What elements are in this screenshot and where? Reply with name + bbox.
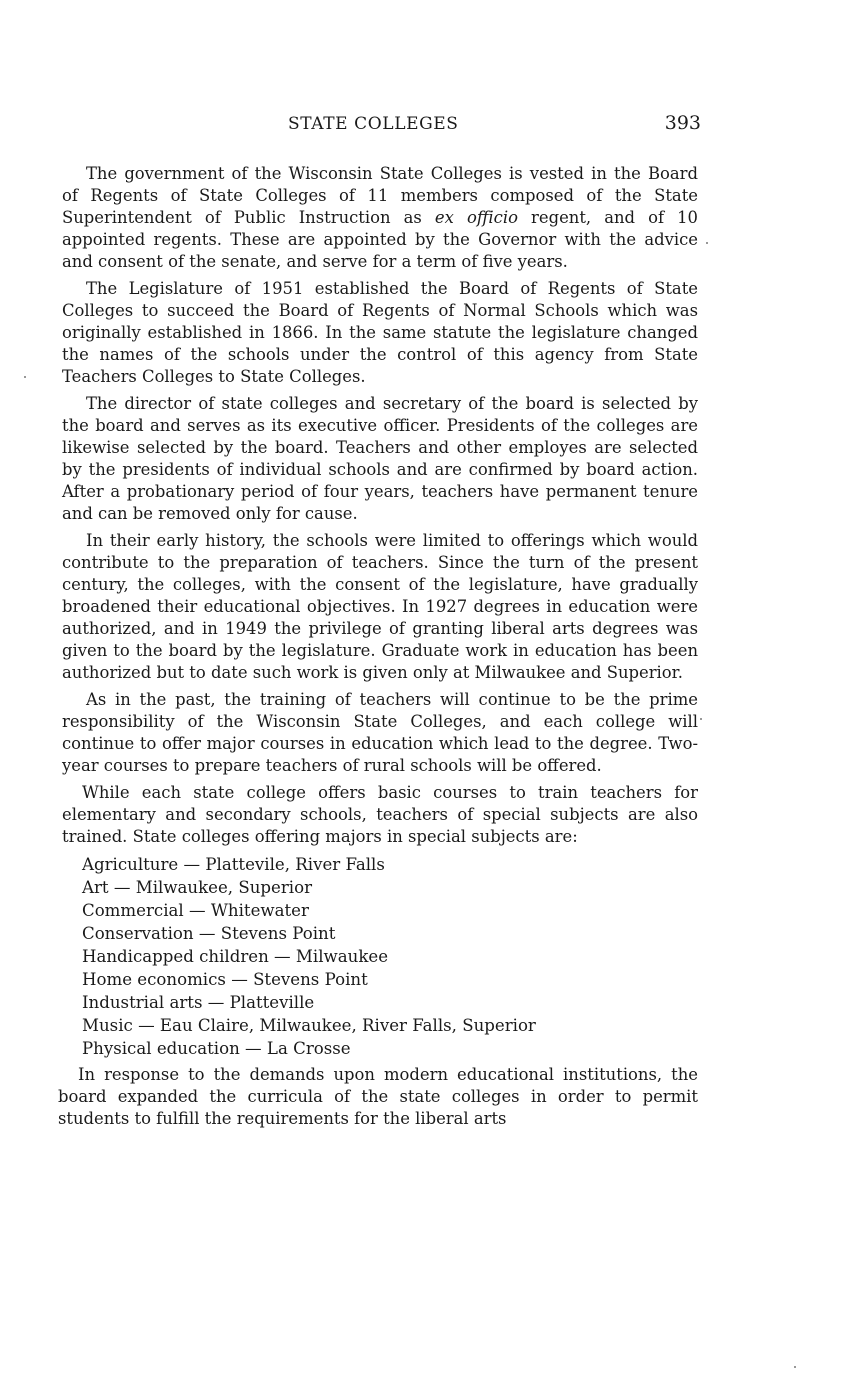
paragraph-board-of-regents <box>62 163 698 273</box>
paragraph-text: The government of the Wisconsin State Colleges is vested in the Board of Regents of State Colleges of 11 members composed of the State Superintendent of Public Instruction as <box>62 164 698 227</box>
list-item: Industrial arts — Platteville <box>82 993 315 1012</box>
paragraph-text: regent, and of 10 appointed regents. These are appointed by the Governor with the advice and consent of the senate, and serve for a term of five years. <box>62 208 698 271</box>
list-item: Home economics — Stevens Point <box>82 970 368 989</box>
paragraph-director: The director of state colleges and secretary of the board is selected by the board and serves as its executive officer. Presidents of the colleges are likewise selected by the board. Teachers and other employes are selected by the presidents of individual schools and are confirmed by board action. After a probationary period of four years, teachers have permanent tenure and can be removed only for cause. <box>62 394 698 523</box>
paragraph-teacher-training: As in the past, the training of teachers will continue to be the prime responsibility of the Wisconsin State Colleges, and each college will continue to offer major courses in education which lead to the degree. Two-year courses to prepare teachers of rural schools will be offered. <box>62 690 698 775</box>
paragraph-special-subjects: While each state college offers basic courses to train teachers for elementary and secondary schools, teachers of special subjects are also trained. State colleges offering majors in special subjects are: <box>62 783 698 846</box>
running-title: STATE COLLEGES <box>288 114 459 134</box>
list-item: Conservation — Stevens Point <box>82 924 336 943</box>
list-item: Agriculture — Plattevile, River Falls <box>82 855 385 874</box>
print-speck <box>24 376 26 378</box>
print-speck <box>794 1366 796 1368</box>
list-item: Commercial — Whitewater <box>82 901 309 920</box>
running-head <box>0 114 859 138</box>
list-item: Art — Milwaukee, Superior <box>82 878 313 897</box>
print-speck <box>706 242 708 244</box>
italic-term: ex officio <box>434 208 518 227</box>
paragraph-early-history: In their early history, the schools were limited to offerings which would contribute to the preparation of teachers. Since the turn of the present century, the colleges, with the consent of the legislature, have gradually broadened their educational objectives. In 1927 degrees in education were authorized, and in 1949 the privilege of granting liberal arts degrees was given to the board by the legislature. Graduate work in education has been authorized but to date such work is given only at Milwaukee and Superior. <box>62 531 698 682</box>
paragraph-legislature-1951: The Legislature of 1951 established the Board of Regents of State Colleges to succeed the Board of Regents of Normal Schools which was originally established in 1866. In the same statute the legislature changed the names of the schools under the control of this agency from State Teachers Colleges to State Colleges. <box>62 279 698 386</box>
majors-list <box>82 853 698 1060</box>
paragraph-curricula: In response to the demands upon modern educational institutions, the board expanded the curricula of the state colleges in order to permit students to fulfill the requirements for the liberal arts <box>58 1065 698 1128</box>
list-item: Handicapped children — Milwaukee <box>82 947 389 966</box>
list-item: Physical education — La Crosse <box>82 1039 351 1058</box>
page-number: 393 <box>664 112 701 134</box>
print-speck <box>700 718 702 720</box>
list-item: Music — Eau Claire, Milwaukee, River Falls, Superior <box>82 1016 536 1035</box>
body-text <box>58 163 698 1135</box>
